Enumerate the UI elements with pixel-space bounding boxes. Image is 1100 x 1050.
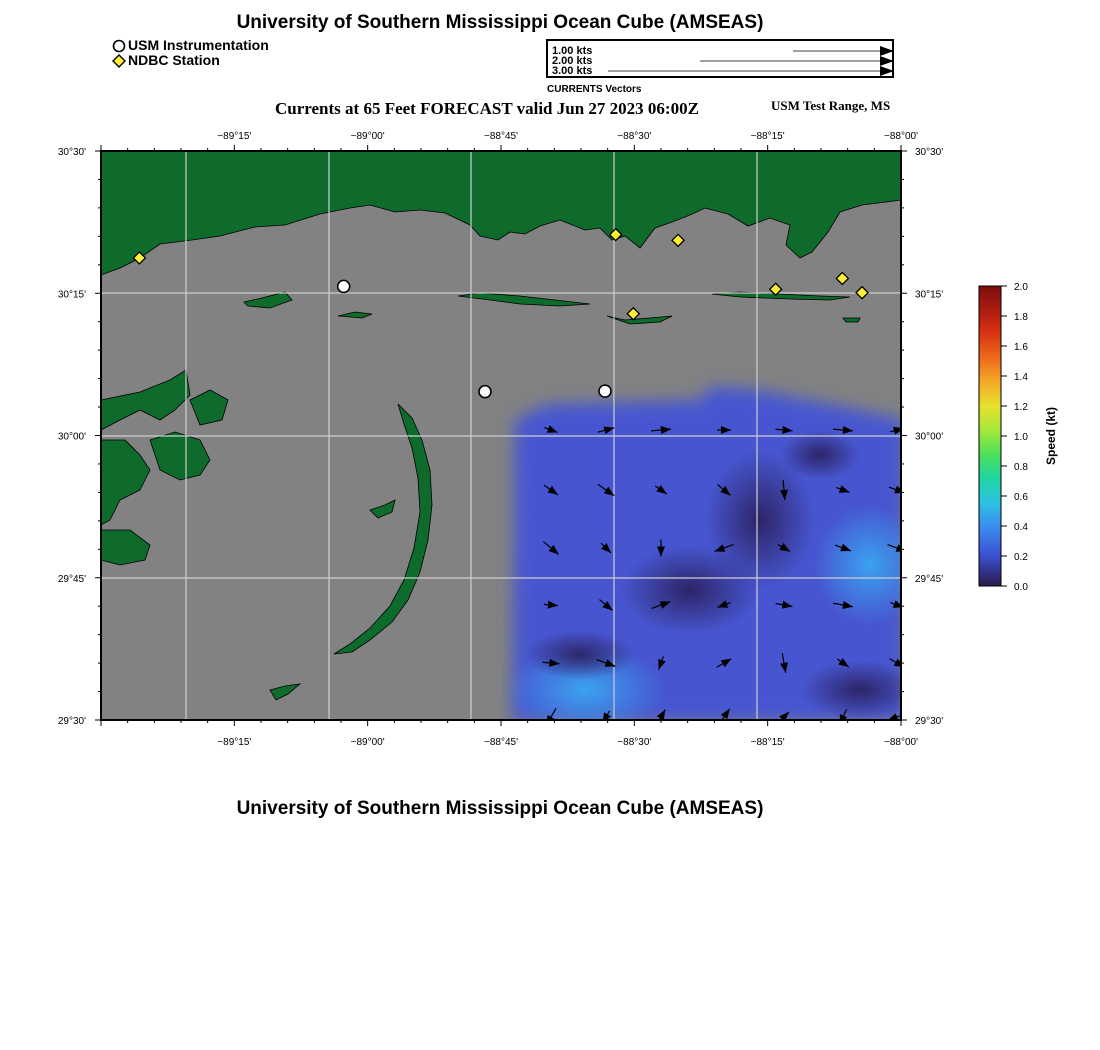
lon-tick-label-top: −88°15' xyxy=(750,131,785,142)
vector-scale-2: 2.00 kts xyxy=(552,55,593,67)
colorbar-tick-label: 1.8 xyxy=(1014,312,1028,323)
speed-colorbar xyxy=(979,282,1058,593)
colorbar-ticks xyxy=(1001,282,1028,593)
usm-instrument-marker xyxy=(599,385,611,397)
lat-tick-label-left: 30°15' xyxy=(57,289,86,301)
lon-tick-label-top: −88°30' xyxy=(617,131,652,142)
colorbar-tick-label: 0.6 xyxy=(1014,492,1028,503)
lon-tick-label-bottom: −88°00' xyxy=(884,737,918,748)
lat-tick-label-right: 30°15' xyxy=(915,289,944,301)
colorbar-scale xyxy=(979,286,1001,586)
colorbar-tick-label: 2.0 xyxy=(1014,282,1028,293)
map-location-label: USM Test Range, MS xyxy=(771,98,891,113)
lat-tick-label-left: 29°45' xyxy=(57,573,86,585)
lon-tick-label-top: −89°00' xyxy=(350,131,385,142)
legend-ndbc-label: NDBC Station xyxy=(128,52,220,68)
lat-tick-label-right: 30°00' xyxy=(915,431,944,443)
lon-tick-label-bottom: −89°15' xyxy=(217,737,252,748)
usm-instrument-marker xyxy=(479,386,491,398)
vector-legend-caption: CURRENTS Vectors xyxy=(547,84,642,95)
lon-tick-label-top: −88°45' xyxy=(484,131,518,142)
colorbar-tick-label: 1.6 xyxy=(1014,342,1028,353)
lat-tick-label-left: 29°30' xyxy=(57,716,86,727)
page-title: University of Southern Mississippi Ocean Cube (AMSEAS) xyxy=(236,12,764,33)
lon-tick-label-bottom: −88°45' xyxy=(484,737,518,748)
lon-tick-label-top: −88°00' xyxy=(884,131,918,142)
lon-tick-label-bottom: −88°15' xyxy=(750,737,785,748)
lat-tick-label-right: 30°30' xyxy=(915,147,944,158)
page-title-bottom: University of Southern Mississippi Ocean Cube (AMSEAS) xyxy=(236,798,764,819)
island-east xyxy=(843,318,860,322)
lon-tick-label-bottom: −88°30' xyxy=(617,737,652,748)
current-speed-field xyxy=(505,386,925,735)
lon-tick-label-bottom: −89°00' xyxy=(350,737,385,748)
map-subtitle: Currents at 65 Feet FORECAST valid Jun 27 2023 06:00Z xyxy=(275,99,699,118)
colorbar-tick-label: 0.2 xyxy=(1014,552,1028,563)
usm-instrument-marker xyxy=(338,280,350,292)
colorbar-tick-label: 0.4 xyxy=(1014,522,1028,533)
colorbar-tick-label: 1.4 xyxy=(1014,372,1028,383)
vector-scale-3: 3.00 kts xyxy=(552,65,593,77)
lat-tick-label-left: 30°00' xyxy=(57,431,86,443)
vector-scale-1: 1.00 kts xyxy=(552,45,593,57)
colorbar-tick-label: 0.0 xyxy=(1014,582,1028,593)
lat-tick-label-left: 30°30' xyxy=(57,147,86,158)
map-frame-interior xyxy=(101,151,925,735)
legend-usm-label: USM Instrumentation xyxy=(128,37,269,53)
colorbar-title: Speed (kt) xyxy=(1044,406,1058,466)
colorbar-tick-label: 1.2 xyxy=(1014,402,1028,413)
colorbar-tick-label: 0.8 xyxy=(1014,462,1028,473)
lat-tick-label-right: 29°30' xyxy=(915,716,944,727)
lat-tick-label-right: 29°45' xyxy=(915,573,944,585)
lon-tick-label-top: −89°15' xyxy=(217,131,252,142)
colorbar-tick-label: 1.0 xyxy=(1014,432,1028,443)
